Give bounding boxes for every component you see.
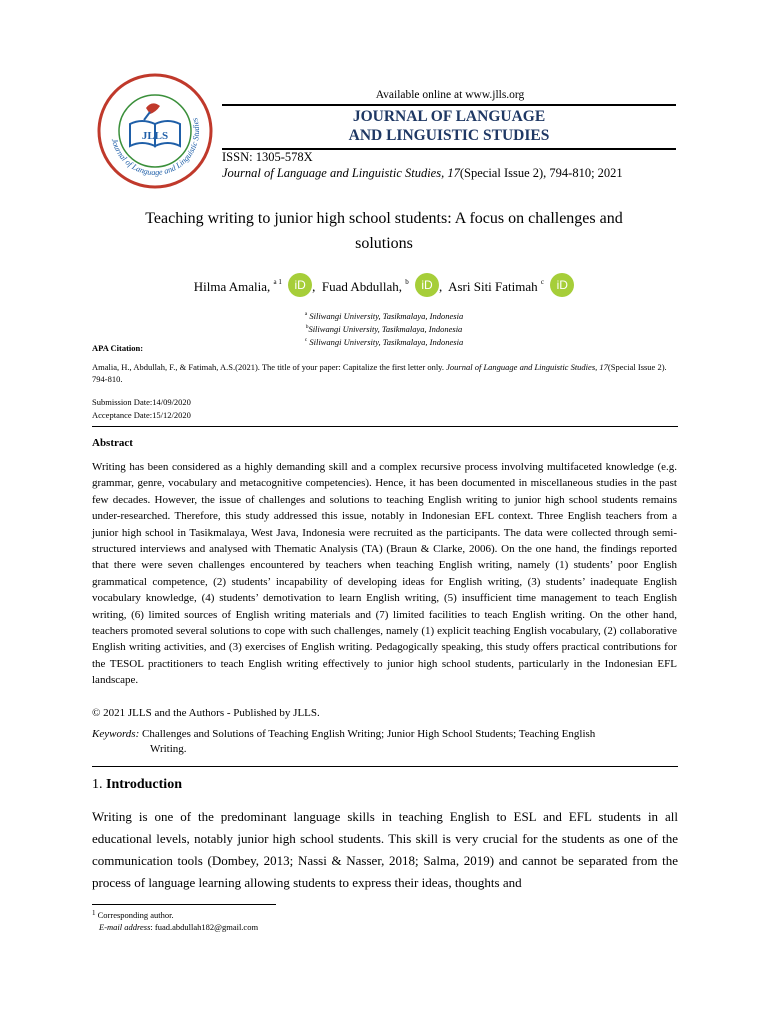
copyright-notice: © 2021 JLLS and the Authors - Published by JLLS. [92, 707, 320, 719]
journal-logo [96, 72, 214, 190]
abstract-heading: Abstract [92, 437, 133, 449]
acceptance-date: Acceptance Date:15/12/2020 [92, 409, 191, 420]
affiliation-mark: b [305, 324, 309, 330]
author-affil-mark: a 1 [273, 278, 282, 286]
journal-citation-rest: (Special Issue 2), 794-810; 2021 [459, 166, 623, 180]
footnote-corresponding [92, 909, 174, 920]
header-rule-top [222, 104, 676, 106]
journal-citation [222, 166, 623, 181]
author-affil-mark: c [540, 278, 545, 286]
abstract-rule-top [92, 426, 678, 427]
footnote-email-value[interactable]: : fuad.abdullah182@gmail.com [150, 922, 259, 932]
abstract-rule-bottom [92, 766, 678, 767]
available-online: Available online at www.jlls.org [375, 89, 525, 101]
journal-name-line2: AND LINGUISTIC STUDIES [348, 127, 550, 144]
journal-name [222, 107, 676, 145]
orcid-icon[interactable]: iD [550, 273, 574, 297]
apa-citation-journal: Journal of Language and Linguistic Studies, 17 [446, 362, 608, 372]
affiliation-text: Siliwangi University, Tasikmalaya, Indonesia [309, 311, 464, 321]
section-number: 1. [92, 777, 106, 792]
abstract-text: Writing has been considered as a highly demanding skill and a complex recursive process involving multifaceted knowledge (e.g. grammar, genre, vocabulary and metacognitive competencies). Hence, it has been documented in miscellaneous studies in the past few decades. However, the issue of challenges and solutions to teaching English writing to junior high school students remains under-researched. Therefore, this study addressed this issue, notably in Indonesian EFL context. Three English teachers from a junior high school in Tasikmalaya, West Java, Indonesia were recruited as the participants. The data were collected through semi-structured interviews and analysed with Thematic Analysis (TA) (Braun & Clarke, 2006). On the one hand, the findings reported that there were seven challenges encountered by teachers when teaching English writing, namely (1) students’ poor English grammatical competence, (2) students’ incapability of developing ideas for English writing, (3) students’ inadequate English vocabulary knowledge, (4) students’ demotivation to learn English writing, (5) insufficient time management to teach English writing, (6) limited sources of English writing materials and (7) limited facilities to teach English writing. On the other hand, teachers promoted several solutions to cope with such challenges, namely (1) explicit teaching English vocabulary, (2) collaborative English writing activities, and (3) exercises of English writing. Pedagogically speaking, this study offers practical contributions for the TESOL practitioners to teach English writing effectively to junior high school students, particularly in the Indonesian EFL landscape. [92, 461, 677, 687]
affiliation-mark: a [304, 311, 308, 317]
svg-text:Journal of Language and Lingui: Journal of Language and Linguistic Studies [109, 116, 202, 178]
affiliation [96, 335, 672, 348]
submission-date: Submission Date:14/09/2020 [92, 397, 191, 407]
submission-dates [92, 396, 191, 421]
author-name: Asri Siti Fatimah [448, 279, 538, 294]
author-name: Hilma Amalia, [193, 279, 271, 294]
keywords-line1: Challenges and Solutions of Teaching English Writing; Junior High School Students; Teaching English [139, 728, 596, 740]
affiliations [96, 309, 672, 348]
apa-citation-label: APA Citation: [92, 343, 144, 353]
paper-title-line1: Teaching writing to junior high school students: A focus on challenges and [145, 210, 623, 227]
orcid-icon[interactable]: iD [415, 273, 439, 297]
keywords [92, 727, 678, 757]
author-affil-mark: b [405, 278, 409, 286]
journal-citation-italic: Journal of Language and Linguistic Studies, 17 [222, 166, 460, 180]
affiliation [96, 309, 672, 322]
author-name: Fuad Abdullah, [321, 279, 403, 294]
section-heading-introduction [92, 777, 182, 793]
affiliation-text: Siliwangi University, Tasikmalaya, Indonesia [309, 337, 464, 347]
keywords-line2: Writing. [150, 743, 187, 755]
keywords-label: Keywords: [92, 728, 140, 740]
paper-title [96, 206, 672, 256]
author-list: Hilma Amalia, $^{a 1}$ iD , Fuad Abdullah, $^b$ iD , Asri Siti Fatimah $^c$ iD [96, 267, 672, 302]
paper-title-line2: solutions [355, 235, 413, 252]
journal-name-line1: JOURNAL OF LANGUAGE [352, 108, 546, 125]
apa-citation-text [92, 361, 678, 385]
footnote-email [99, 922, 258, 932]
introduction-paragraph: Writing is one of the predominant language skills in teaching English to ESL and EFL students in all educational levels, notably junior high school students. This skill is very crucial for the students as one of the communication tools (Dombey, 2013; Nassi & Nasser, 2018; Salma, 2019) and cannot be separated from the process of language learning allowing students to express their ideas, thoughts and [92, 809, 678, 890]
footnote-rule [92, 904, 276, 905]
apa-citation-part1: Amalia, H., Abdullah, F., & Fatimah, A.S.(2021). The title of your paper: Capitalize the first letter only. [92, 362, 447, 372]
affiliation-mark: c [304, 337, 308, 343]
footnote-corresponding-text: Corresponding author. [95, 910, 174, 920]
issn: ISSN: 1305-578X [222, 150, 313, 164]
section-title: Introduction [106, 777, 182, 792]
logo-text: JLLS [141, 130, 169, 142]
footnote-mark: 1 [92, 909, 96, 917]
affiliation-text: Siliwangi University, Tasikmalaya, Indonesia [308, 324, 463, 334]
affiliation [96, 322, 672, 335]
orcid-icon[interactable]: iD [288, 273, 312, 297]
footnote-email-label: E-mail address [99, 922, 151, 932]
jlls-logo-icon [96, 72, 214, 190]
apa-citation-part2: (Special Issue 2). 794-810. [92, 362, 667, 384]
